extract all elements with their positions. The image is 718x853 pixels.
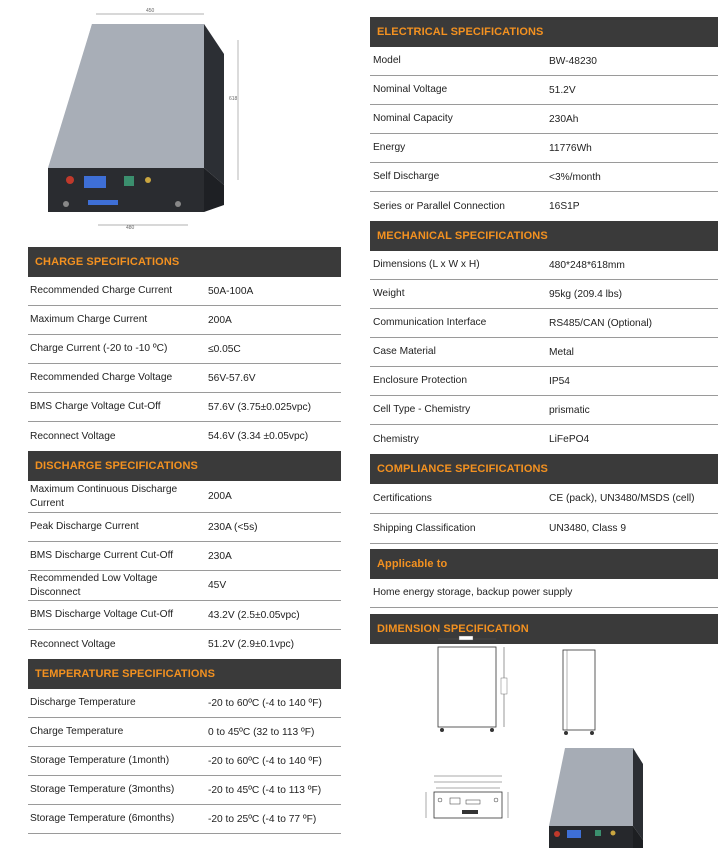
table-row	[28, 571, 341, 601]
dimension-side-drawing	[555, 645, 605, 740]
spec-key: Dimensions (L x W x H)	[373, 259, 480, 270]
dimension-specification-header: DIMENSION SPECIFICATION	[370, 614, 718, 644]
discharge-specifications-header: DISCHARGE SPECIFICATIONS	[28, 451, 341, 481]
spec-value: -20 to 25ºC (-4 to 77 ºF)	[208, 813, 317, 825]
spec-value: LiFePO4	[549, 434, 590, 445]
spec-value: IP54	[549, 375, 570, 387]
spec-key: Maximum Continuous Discharge Current	[30, 483, 178, 509]
spec-key: Recommended Charge Voltage	[30, 372, 173, 383]
compliance-specifications-header: COMPLIANCE SPECIFICATIONS	[370, 454, 718, 484]
spec-key: Communication Interface	[373, 317, 487, 328]
spec-key: Certifications	[373, 492, 432, 504]
spec-value: 0 to 45ºC (32 to 113 ºF)	[208, 726, 315, 738]
spec-value: 56V-57.6V	[208, 372, 256, 384]
table-row	[370, 514, 718, 544]
spec-key: Cell Type - Chemistry	[373, 404, 471, 415]
spec-value: <3%/month	[549, 171, 601, 183]
table-row	[28, 306, 341, 335]
compliance-specifications-table	[370, 484, 718, 544]
table-row	[28, 747, 341, 776]
mechanical-specifications-header: MECHANICAL SPECIFICATIONS	[370, 221, 718, 251]
spec-value: 16S1P	[549, 201, 580, 212]
applicable-to-text: Home energy storage, backup power supply	[370, 579, 718, 608]
spec-key: BMS Discharge Voltage Cut-Off	[30, 609, 174, 620]
spec-key: BMS Discharge Current Cut-Off	[30, 550, 174, 561]
spec-value: CE (pack), UN3480/MSDS (cell)	[549, 493, 695, 504]
battery-product-photo	[28, 0, 258, 238]
spec-key: Series or Parallel Connection	[373, 200, 505, 212]
spec-key: Storage Temperature (3months)	[30, 784, 175, 795]
spec-value: RS485/CAN (Optional)	[549, 317, 653, 329]
dimension-top-drawing	[418, 770, 518, 840]
svg-text:618: 618	[229, 96, 238, 102]
spec-value: 51.2V	[549, 84, 576, 96]
spec-key: Chemistry	[373, 433, 419, 445]
table-row	[28, 542, 341, 571]
spec-key: Nominal Voltage	[373, 84, 448, 95]
table-row	[370, 367, 718, 396]
spec-key: Reconnect Voltage	[30, 638, 116, 650]
table-row	[28, 630, 341, 659]
spec-key: Reconnect Voltage	[30, 430, 116, 442]
table-row	[28, 718, 341, 747]
table-row	[28, 481, 341, 513]
spec-value: 200A	[208, 491, 232, 502]
table-row	[370, 251, 718, 280]
spec-key: Storage Temperature (6months)	[30, 813, 175, 824]
spec-value: 230A	[208, 550, 232, 562]
table-row	[28, 393, 341, 422]
right-column	[370, 17, 718, 644]
table-row	[370, 134, 718, 163]
spec-value: -20 to 60ºC (-4 to 140 ºF)	[208, 755, 322, 767]
electrical-specifications-table	[370, 47, 718, 221]
table-row	[28, 601, 341, 630]
table-row	[28, 422, 341, 451]
spec-value: UN3480, Class 9	[549, 523, 627, 534]
spec-key: BMS Charge Voltage Cut-Off	[30, 401, 161, 412]
spec-value: 11776Wh	[549, 142, 592, 154]
spec-key: Charge Current (-20 to -10 ºC)	[30, 343, 168, 354]
spec-key: Weight	[373, 288, 405, 299]
table-row	[370, 425, 718, 454]
electrical-specifications-header: ELECTRICAL SPECIFICATIONS	[370, 17, 718, 47]
spec-value: 43.2V (2.5±0.05vpc)	[208, 609, 300, 621]
spec-value: 230A (<5s)	[208, 521, 258, 533]
temperature-specifications-table	[28, 689, 341, 834]
spec-value: -20 to 60ºC (-4 to 140 ºF)	[208, 697, 322, 709]
spec-key: Case Material	[373, 346, 436, 357]
mechanical-specifications-table	[370, 251, 718, 454]
spec-key: Storage Temperature (1month)	[30, 755, 170, 766]
discharge-specifications-table	[28, 481, 341, 659]
table-row	[28, 364, 341, 393]
spec-key: Recommended Charge Current	[30, 285, 173, 296]
spec-value: -20 to 45ºC (-4 to 113 ºF)	[208, 784, 322, 796]
spec-value: BW-48230	[549, 55, 597, 67]
table-row	[28, 805, 341, 834]
table-row	[370, 338, 718, 367]
spec-value: 50A-100A	[208, 285, 254, 297]
spec-key: Charge Temperature	[30, 726, 124, 737]
battery-product-thumbnail	[545, 744, 650, 848]
spec-value: 480*248*618mm	[549, 259, 625, 271]
applicable-to-header: Applicable to	[370, 549, 718, 579]
spec-key: Shipping Classification	[373, 522, 476, 534]
spec-key: Recommended Low Voltage Disconnect	[30, 572, 158, 598]
table-row	[370, 396, 718, 425]
spec-value: 54.6V (3.34 ±0.05vpc)	[208, 431, 309, 442]
spec-key: Self Discharge	[373, 171, 440, 182]
dimension-front-drawing	[430, 633, 515, 738]
svg-text:450: 450	[146, 8, 155, 14]
spec-key: Model	[373, 55, 401, 66]
left-column	[28, 247, 341, 834]
spec-value: 230Ah	[549, 113, 579, 125]
table-row	[370, 105, 718, 134]
table-row	[28, 689, 341, 718]
table-row	[28, 335, 341, 364]
table-row	[370, 47, 718, 76]
spec-value: 200A	[208, 314, 232, 326]
spec-key: Maximum Charge Current	[30, 314, 148, 325]
table-row	[370, 192, 718, 221]
spec-value: 51.2V (2.9±0.1vpc)	[208, 639, 295, 650]
table-row	[28, 776, 341, 805]
table-row	[370, 484, 718, 514]
spec-value: prismatic	[549, 404, 590, 416]
table-row	[370, 163, 718, 192]
charge-specifications-header: CHARGE SPECIFICATIONS	[28, 247, 341, 277]
svg-text:480: 480	[126, 225, 135, 231]
spec-key: Energy	[373, 142, 406, 153]
table-row	[370, 280, 718, 309]
charge-specifications-table	[28, 277, 341, 451]
temperature-specifications-header: TEMPERATURE SPECIFICATIONS	[28, 659, 341, 689]
table-row	[28, 277, 341, 306]
spec-key: Discharge Temperature	[30, 697, 136, 708]
spec-key: Peak Discharge Current	[30, 521, 139, 532]
spec-value: Metal	[549, 346, 574, 358]
spec-value: 57.6V (3.75±0.025vpc)	[208, 401, 312, 413]
table-row	[370, 76, 718, 105]
table-row	[28, 513, 341, 542]
spec-key: Enclosure Protection	[373, 375, 468, 386]
spec-key: Nominal Capacity	[373, 113, 453, 124]
spec-value: 45V	[208, 580, 227, 591]
spec-value: 95kg (209.4 lbs)	[549, 288, 623, 300]
spec-value: ≤0.05C	[208, 343, 241, 355]
table-row	[370, 309, 718, 338]
